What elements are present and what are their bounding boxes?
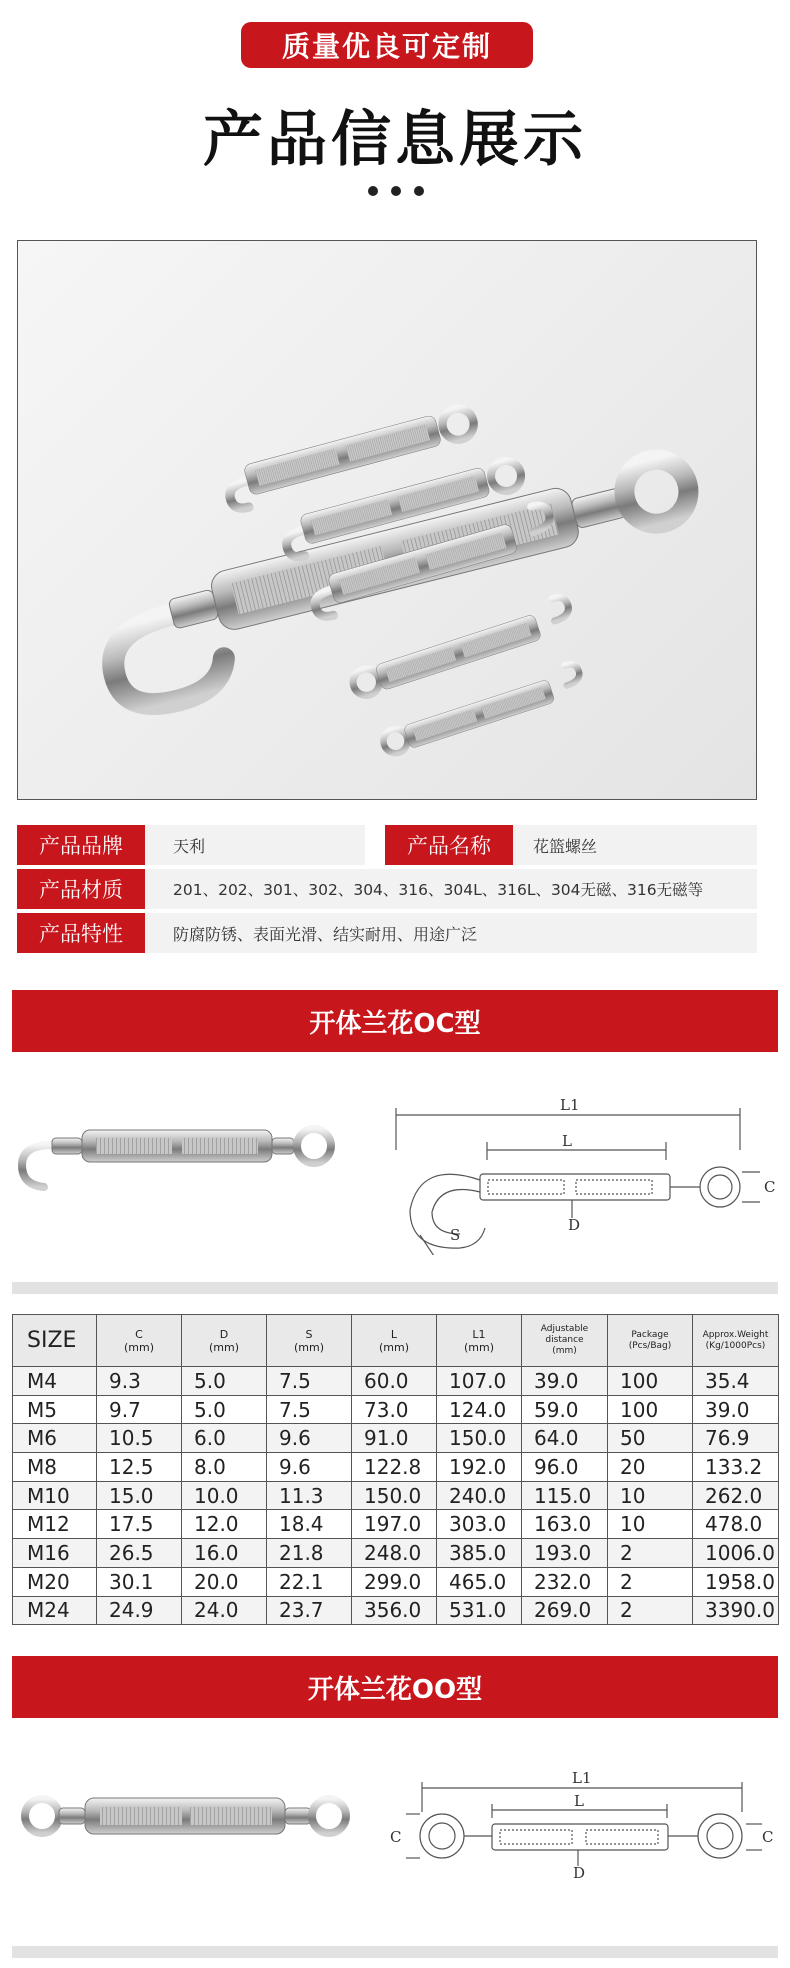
table-cell: 22.1 [267,1567,352,1596]
table-cell: 385.0 [437,1539,522,1568]
table-header-cell: SIZE [13,1315,97,1367]
section-banner-oc: 开体兰花OC型 [12,990,778,1052]
table-cell: 23.7 [267,1596,352,1625]
bottom-divider-strip [12,1946,778,1958]
page-title: 产品信息展示 [203,105,587,175]
table-header-cell: D (mm) [182,1315,267,1367]
table-cell: 262.0 [693,1481,779,1510]
table-cell: 303.0 [437,1510,522,1539]
table-cell: 163.0 [522,1510,608,1539]
info-row-material [17,869,757,909]
table-row [13,1567,779,1596]
size-cell: M6 [13,1424,97,1453]
name-value: 花篮螺丝 [513,825,757,865]
table-cell: 20 [608,1453,693,1482]
table-row [13,1367,779,1396]
feature-value: 防腐防锈、表面光滑、结实耐用、用途广泛 [145,913,757,953]
table-cell: 10 [608,1481,693,1510]
table-cell: 248.0 [352,1539,437,1568]
table-cell: 21.8 [267,1539,352,1568]
table-cell: 64.0 [522,1424,608,1453]
table-cell: 192.0 [437,1453,522,1482]
table-cell: 24.9 [97,1596,182,1625]
oc-label-l1: L1 [560,1096,580,1114]
table-cell: 122.8 [352,1453,437,1482]
oc-label-s: S [450,1226,461,1244]
table-cell: 5.0 [182,1395,267,1424]
table-header-cell: L1 (mm) [437,1315,522,1367]
table-cell: 133.2 [693,1453,779,1482]
table-cell: 7.5 [267,1395,352,1424]
oc-label-d: D [568,1216,581,1234]
oo-label-d: D [573,1864,586,1880]
table-header-cell: Approx.Weight (Kg/1000Pcs) [693,1315,779,1367]
oo-dimension-diagram [382,1770,780,1880]
title-dots [368,186,424,198]
oo-label-c-right: C [762,1828,774,1846]
size-cell: M4 [13,1367,97,1396]
table-cell: 531.0 [437,1596,522,1625]
table-cell: 6.0 [182,1424,267,1453]
table-cell: 356.0 [352,1596,437,1625]
size-cell: M16 [13,1539,97,1568]
table-cell: 9.6 [267,1453,352,1482]
feature-label: 产品特性 [17,913,145,953]
table-cell: 30.1 [97,1567,182,1596]
table-cell: 9.7 [97,1395,182,1424]
table-cell: 8.0 [182,1453,267,1482]
table-cell: 115.0 [522,1481,608,1510]
table-cell: 193.0 [522,1539,608,1568]
brand-label: 产品品牌 [17,825,145,865]
material-value: 201、202、301、302、304、316、304L、316L、304无磁、316无磁等 [145,869,757,909]
table-cell: 11.3 [267,1481,352,1510]
table-cell: 478.0 [693,1510,779,1539]
table-cell: 9.3 [97,1367,182,1396]
spec-table [12,1314,779,1625]
table-cell: 39.0 [522,1367,608,1396]
table-cell: 269.0 [522,1596,608,1625]
oc-product-photo [12,1100,342,1200]
table-cell: 76.9 [693,1424,779,1453]
material-label: 产品材质 [17,869,145,909]
size-cell: M10 [13,1481,97,1510]
name-label: 产品名称 [385,825,513,865]
table-cell: 107.0 [437,1367,522,1396]
size-cell: M5 [13,1395,97,1424]
table-header-row [13,1315,779,1367]
oc-label-l: L [562,1132,572,1150]
oo-label-l: L [574,1792,584,1810]
table-cell: 12.0 [182,1510,267,1539]
oo-label-l1: L1 [572,1770,592,1787]
size-cell: M8 [13,1453,97,1482]
table-cell: 60.0 [352,1367,437,1396]
table-cell: 26.5 [97,1539,182,1568]
table-cell: 18.4 [267,1510,352,1539]
table-cell: 7.5 [267,1367,352,1396]
table-row [13,1424,779,1453]
size-cell: M20 [13,1567,97,1596]
table-cell: 15.0 [97,1481,182,1510]
table-cell: 10.5 [97,1424,182,1453]
table-cell: 2 [608,1567,693,1596]
size-cell: M24 [13,1596,97,1625]
table-cell: 299.0 [352,1567,437,1596]
table-header-cell: Package (Pcs/Bag) [608,1315,693,1367]
table-cell: 2 [608,1596,693,1625]
table-cell: 73.0 [352,1395,437,1424]
table-row [13,1453,779,1482]
table-header-cell: C (mm) [97,1315,182,1367]
divider-strip [12,1282,778,1294]
table-cell: 3390.0 [693,1596,779,1625]
table-cell: 20.0 [182,1567,267,1596]
table-cell: 100 [608,1367,693,1396]
table-cell: 10 [608,1510,693,1539]
table-cell: 197.0 [352,1510,437,1539]
info-row-feature [17,913,757,953]
table-cell: 100 [608,1395,693,1424]
table-header-cell: Adjustable distance (mm) [522,1315,608,1367]
table-row [13,1481,779,1510]
table-cell: 10.0 [182,1481,267,1510]
table-cell: 24.0 [182,1596,267,1625]
table-cell: 12.5 [97,1453,182,1482]
table-row [13,1596,779,1625]
table-cell: 50 [608,1424,693,1453]
table-row [13,1510,779,1539]
table-header-cell: L (mm) [352,1315,437,1367]
table-cell: 9.6 [267,1424,352,1453]
table-cell: 91.0 [352,1424,437,1453]
table-cell: 1006.0 [693,1539,779,1568]
table-cell: 39.0 [693,1395,779,1424]
table-cell: 240.0 [437,1481,522,1510]
oc-dimension-diagram [380,1090,780,1255]
size-cell: M12 [13,1510,97,1539]
oo-product-photo [14,1770,359,1870]
table-cell: 96.0 [522,1453,608,1482]
table-cell: 232.0 [522,1567,608,1596]
table-row [13,1539,779,1568]
table-cell: 17.5 [97,1510,182,1539]
table-cell: 59.0 [522,1395,608,1424]
brand-value: 天利 [145,825,365,865]
table-header-cell: S (mm) [267,1315,352,1367]
section-banner-oo: 开体兰花OO型 [12,1656,778,1718]
table-cell: 35.4 [693,1367,779,1396]
header-badge: 质量优良可定制 [241,22,533,68]
table-cell: 5.0 [182,1367,267,1396]
oo-label-c: C [390,1828,402,1846]
table-cell: 1958.0 [693,1567,779,1596]
table-row [13,1395,779,1424]
table-cell: 2 [608,1539,693,1568]
table-cell: 124.0 [437,1395,522,1424]
product-photo [17,240,757,800]
table-cell: 150.0 [352,1481,437,1510]
oc-label-c: C [764,1178,776,1196]
table-cell: 16.0 [182,1539,267,1568]
info-row-brand-name [17,825,757,865]
table-cell: 465.0 [437,1567,522,1596]
table-cell: 150.0 [437,1424,522,1453]
